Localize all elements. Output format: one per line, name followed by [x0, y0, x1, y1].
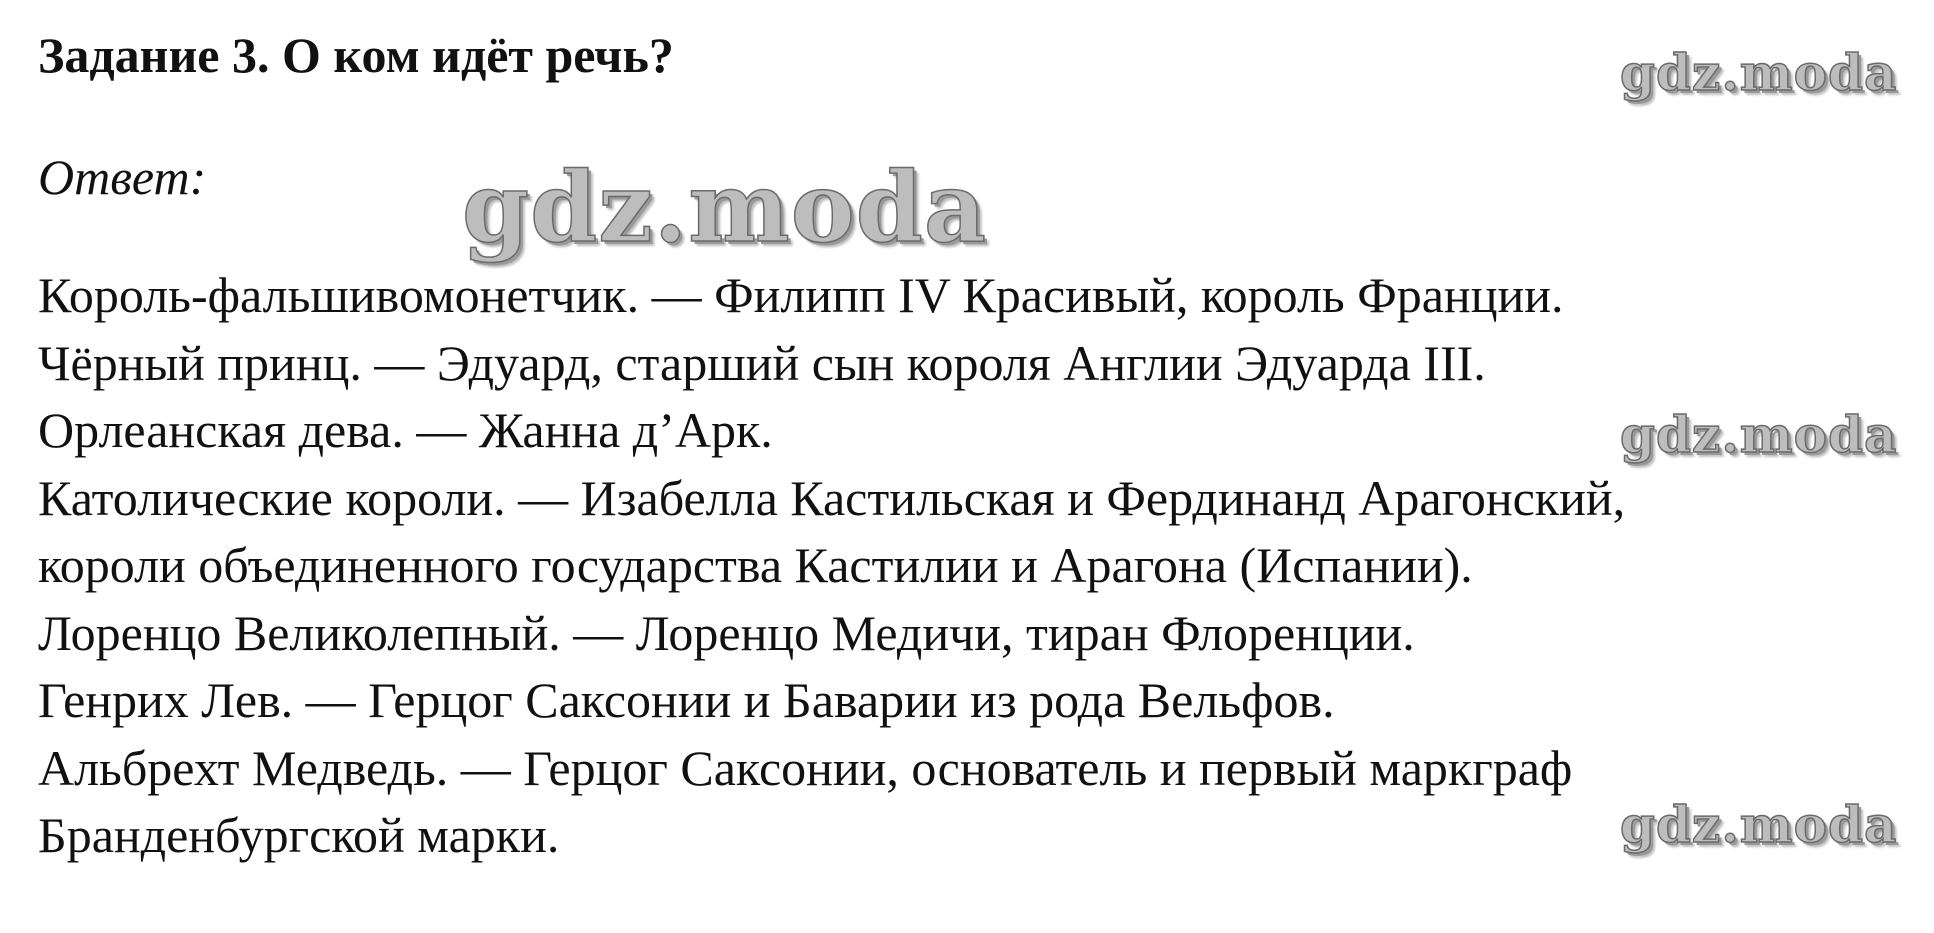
answer-label: Ответ:	[38, 149, 207, 205]
answer-line: Король-фальшивомонетчик. — Филипп IV Красивый, король Франции.	[38, 267, 1564, 323]
watermark-logo-top: gdz.moda	[1620, 43, 1898, 102]
watermark-logo-large: gdz.moda	[462, 151, 988, 264]
answer-line: Лоренцо Великолепный. — Лоренцо Медичи, тиран Флоренции.	[38, 604, 1415, 661]
answer-line: короли объединенного государства Кастилии и Арагона (Испании).	[38, 537, 1473, 593]
watermark-logo-middle: gdz.moda	[1620, 405, 1898, 464]
answer-line: Альбрехт Медведь. — Герцог Саксонии, основатель и первый маркграф	[38, 739, 1573, 796]
answer-line: Орлеанская дева. — Жанна д’Арк.	[38, 402, 773, 458]
answer-text	[38, 262, 1625, 870]
answer-line: Чёрный принц. — Эдуард, старший сын короля Англии Эдуарда III.	[38, 334, 1486, 391]
answer-line: Католические короли. — Изабелла Кастильская и Фердинанд Арагонский,	[38, 469, 1626, 526]
answer-line: Бранденбургской марки.	[38, 807, 560, 863]
watermark-logo-bottom: gdz.moda	[1620, 795, 1898, 854]
task-heading: Задание 3. О ком идёт речь?	[38, 27, 674, 83]
answer-line: Генрих Лев. — Герцог Саксонии и Баварии из рода Вельфов.	[38, 672, 1335, 728]
